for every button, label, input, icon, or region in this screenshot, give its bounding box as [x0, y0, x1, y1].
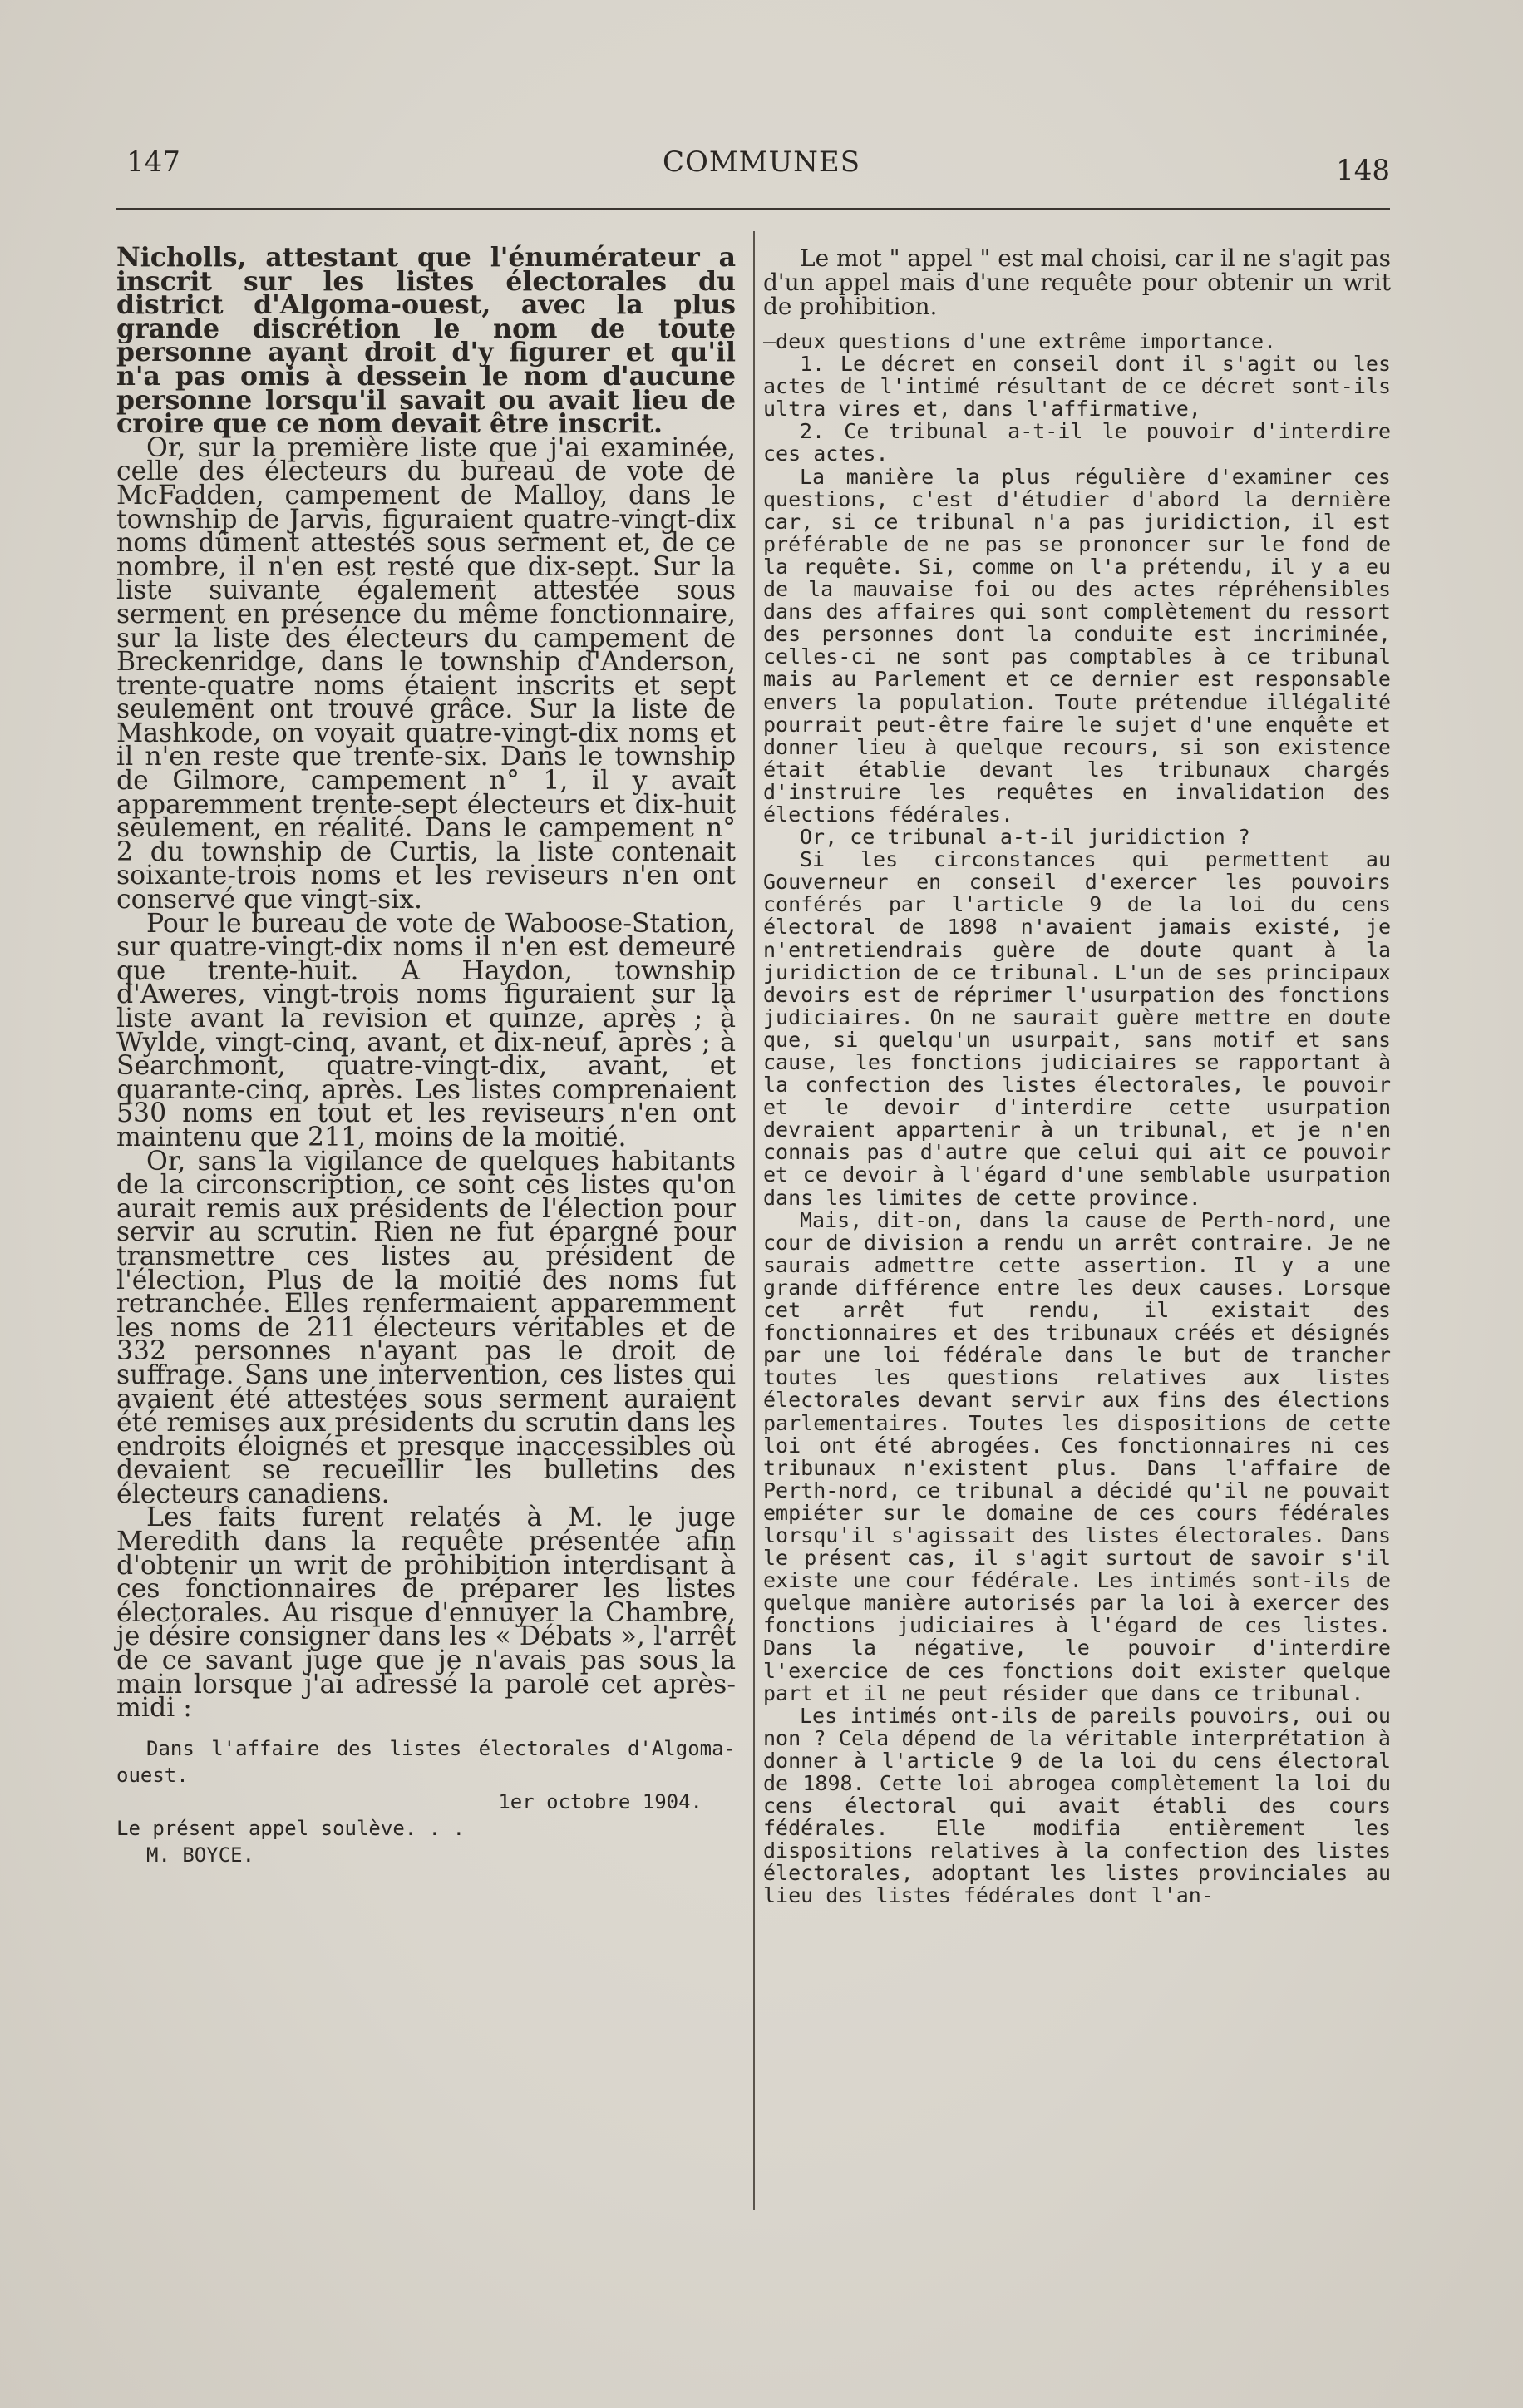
- speaker-name: M. BOYCE.: [146, 1843, 255, 1867]
- page-number-right: 148: [1336, 154, 1390, 187]
- paragraph: Nicholls, attestant que l'énumérateur a inscrit sur les listes électorales du district d'Algoma-ouest, avec la plus grande discrétion le nom de toute personne ayant droit d'y figurer et qu'il n'a pas omis à dessein le nom d'aucune personne lorsqu'il savait ou avait lieu de croire que ce nom devait être inscrit.: [116, 242, 736, 440]
- paragraph: Or, sans la vigilance de quelques habitants de la circonscription, ce sont ces listes qu'on aurait remis aux présidents de l'élection pour servir au scrutin. Rien ne fut épargné pour transmettre ces listes au président de l'élection. Plus de la moitié des noms fut retranchée. Elles renfermaient apparemment les noms de 211 électeurs véritables et de 332 personnes n'ayant pas le droit de suffrage. Sans une intervention, ces listes qui avaient été attestées sous serment auraient été remises aux présidents du scrutin dans les endroits éloignés et presque inaccessibles où devaient se recueillir les bulletins des électeurs canadiens.: [116, 1146, 736, 1509]
- quotation-opening: Le présent appel soulève. . .: [116, 1816, 466, 1840]
- paragraph: Le mot " appel " est mal choisi, car il ne s'agit pas d'un appel mais d'une requête pour obtenir un writ de prohibition.: [763, 244, 1391, 320]
- paragraph: 2. Ce tribunal a-t-il le pouvoir d'interdire ces actes.: [763, 419, 1391, 466]
- paragraph: Or, ce tribunal a-t-il juridiction ?: [800, 825, 1250, 850]
- quotation-block: [116, 1735, 736, 1868]
- paragraph: Or, sur la première liste que j'ai examinée, celle des électeurs du bureau de vote de McFadden, campement de Malloy, dans le township de Jarvis, figuraient quatre-vingt-dix noms dûment attestés sous serment et, de ce nombre, il n'en est resté que dix-sept. Sur la liste suivante également attestée sous serment en présence du même fonctionnaire, sur la liste des électeurs du campement de Breckenridge, dans le township d'Anderson, trente-quatre noms étaient inscrits et sept seulement ont trouvé grâce. Sur la liste de Mashkode, on voyait quatre-vingt-dix noms et il n'en reste que trente-six. Dans le township de Gilmore, campement n° 1, il y avait apparemment trente-sept électeurs et dix-huit seulement, en réalité. Dans le campement n° 2 du township de Curtis, la liste contenait soixante-trois noms et les reviseurs n'en ont conservé que vingt-six.: [116, 432, 736, 915]
- paragraph: —deux questions d'une extrême importance.: [763, 329, 1277, 353]
- paragraph: La manière la plus régulière d'examiner ces questions, c'est d'étudier d'abord la dernière car, si ce tribunal n'a pas juridiction, il est préférable de ne pas se prononcer sur le fond de la requête. Si, comme on l'a prétendu, il y a eu de la mauvaise foi ou des actes répréhensibles dans des affaires qui sont complètement du ressort des personnes dont la conduite est incriminée, celles-ci ne sont pas comptables à ce tribunal mais au Parlement et ce dernier est responsable envers la population. Toute prétendue illégalité pourrait peut-être faire le sujet d'une enquête et donner lieu à quelque recours, si son existence était établie devant les tribunaux chargés d'instruire les requêtes en invalidation des élections fédérales.: [763, 464, 1391, 827]
- column-divider: [753, 231, 755, 2210]
- left-column: [116, 242, 736, 1868]
- page-number-left: 147: [126, 146, 180, 179]
- quotation-heading: Dans l'affaire des listes électorales d'Algoma-ouest.: [116, 1736, 736, 1787]
- running-title: COMMUNES: [662, 146, 861, 179]
- quotation-date: 1er octobre 1904.: [498, 1789, 702, 1813]
- paragraph: Si les circonstances qui permettent au Gouverneur en conseil d'exercer les pouvoirs conférés par l'article 9 de la loi du cens électoral de 1898 n'avaient jamais existé, je n'entretiendrais guère de doute quant à la juridiction de ce tribunal. L'un de ses principaux devoirs est de réprimer l'usurpation des fonctions judiciaires. On ne saurait guère mettre en doute que, si quelqu'un usurpait, sans motif et sans cause, les fonctions judiciaires se rapportant à la confection des listes électorales, le pouvoir et le devoir d'interdire cette usurpation devraient appartenir à un tribunal, et je n'en connais pas d'autre que celui qui ait ce pouvoir et ce devoir à l'égard d'une semblable usurpation dans les limites de cette province.: [763, 847, 1391, 1210]
- paragraph: Pour le bureau de vote de Waboose-Station, sur quatre-vingt-dix noms il n'en est demeuré que trente-huit. A Haydon, township d'Aweres, vingt-trois noms figuraient sur la liste avant la revision et quinze, après ; à Wylde, vingt-cinq, avant, et dix-neuf, après ; à Searchmont, quatre-vingt-dix, avant, et quarante-cinq, après. Les listes comprenaient 530 noms en tout et les reviseurs n'en ont maintenu que 211, moins de la moitié.: [116, 908, 736, 1152]
- right-column: [763, 246, 1391, 1907]
- paragraph: Les faits furent relatés à M. le juge Meredith dans la requête présentée afin d'obtenir un writ de prohibition interdisant à ces fonctionnaires de préparer les listes électorales. Au risque d'ennuyer la Chambre, je désire consigner dans les « Débats », l'arrêt de ce savant juge que je n'avais pas sous la main lorsque j'ai adressé la parole cet après-midi :: [116, 1503, 736, 1724]
- paragraph: Mais, dit-on, dans la cause de Perth-nord, une cour de division a rendu un arrêt contraire. Je ne saurais admettre cette assertion. Il y a une grande différence entre les deux causes. Lorsque cet arrêt fut rendu, il existait des fonctionnaires et des tribunaux créés et désignés par une loi fédérale dans le but de trancher toutes les questions relatives aux listes électorales devant servir aux fins des élections parlementaires. Toutes les dispositions de cette loi ont été abrogées. Ces fonctionnaires ni ces tribunaux n'existent plus. Dans l'affaire de Perth-nord, ce tribunal a décidé qu'il ne pouvait empiéter sur le domaine de ces cours fédérales lorsqu'il s'agissait des listes électorales. Dans le présent cas, il s'agit surtout de savoir s'il existe une cour fédérale. Les intimés sont-ils de quelque manière autorisés par la loi à exercer des fonctions judiciaires à l'égard de ces listes. Dans la négative, le pouvoir d'interdire l'exercice de ces fonctions doit exister quelque part et il ne peut résider que dans ce tribunal.: [763, 1207, 1391, 1705]
- paragraph: Les intimés ont-ils de pareils pouvoirs, oui ou non ? Cela dépend de la véritable interprétation à donner à l'article 9 de la loi du cens électoral de 1898. Cette loi abrogea complètement la loi du cens électoral qui avait établi des cours fédérales. Elle modifia entièrement les dispositions relatives à la confection des listes électorales, adoptant les listes provinciales au lieu des listes fédérales dont l'an-: [763, 1703, 1391, 1908]
- paragraph: 1. Le décret en conseil dont il s'agit ou les actes de l'intimé résultant de ce décret sont-ils ultra vires et, dans l'affirmative,: [763, 352, 1391, 422]
- header-rule: [116, 208, 1390, 210]
